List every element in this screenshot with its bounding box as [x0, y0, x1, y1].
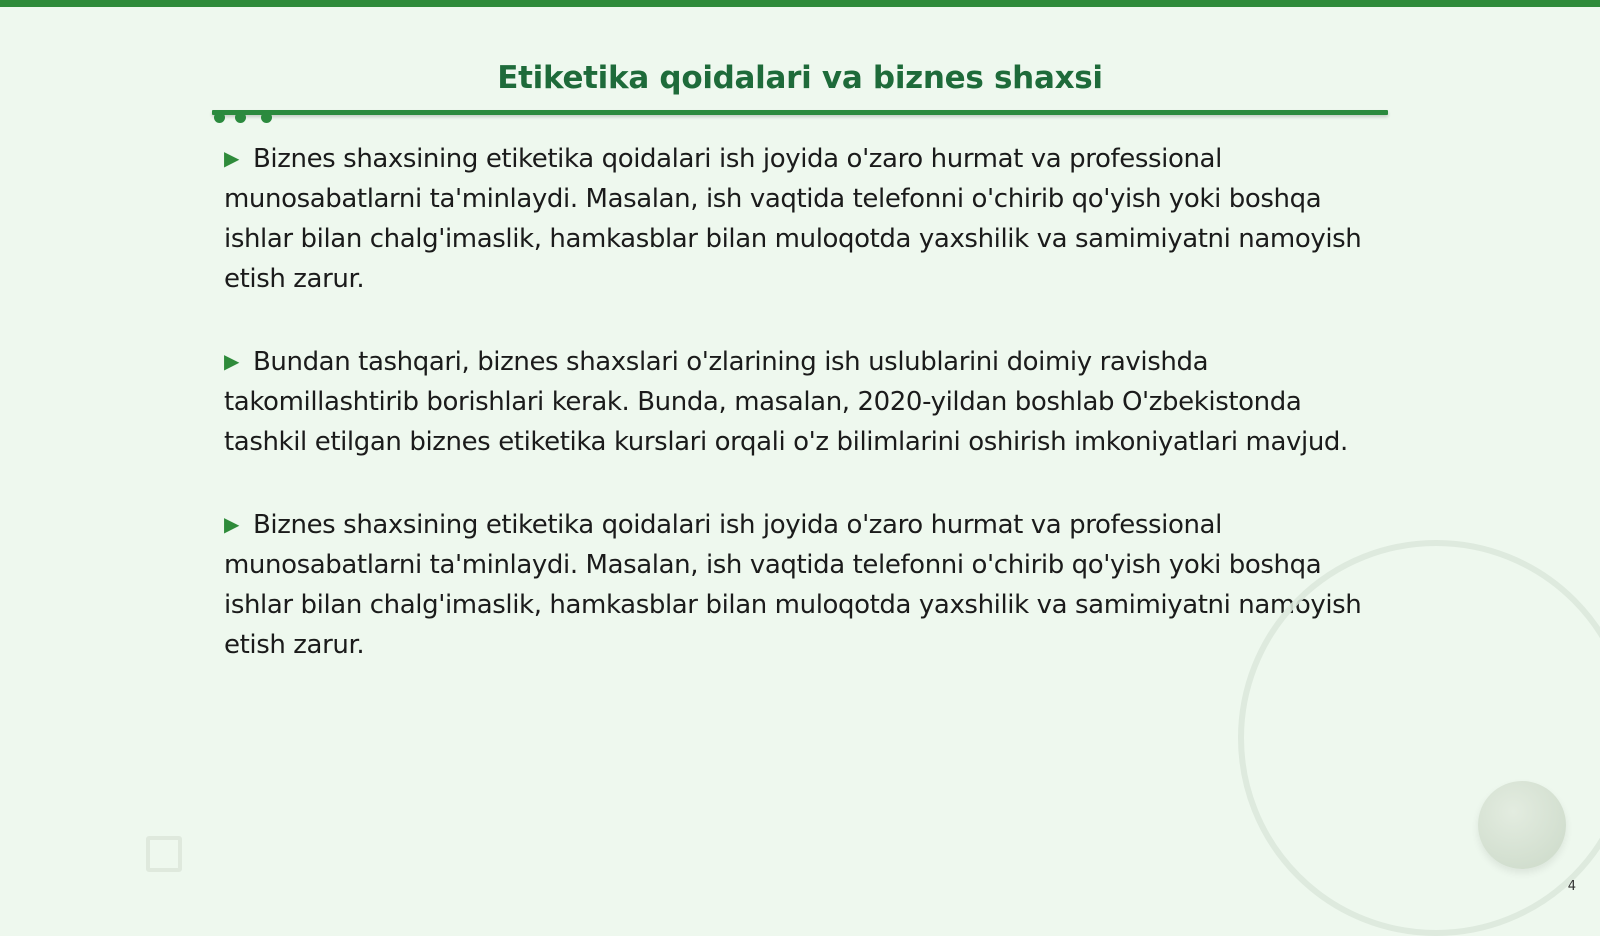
decorative-dot: [214, 112, 225, 123]
bullet-paragraph-3: [224, 504, 1384, 665]
decorative-dot: [261, 112, 272, 123]
slide-content: [224, 138, 1384, 707]
bullet-paragraph-2: [224, 341, 1384, 462]
bullet-paragraph-1: [224, 138, 1384, 299]
title-underline: [212, 110, 1388, 115]
triangle-bullet-icon: ▶: [224, 512, 239, 536]
paragraph-text: Biznes shaxsining etiketika qoidalari ish joyida o'zaro hurmat va professional munosabatlarni ta'minlaydi. Masalan, ish vaqtida telefonni o'chirib qo'yish yoki boshqa ishlar bilan chalg'imaslik, hamkasblar bilan muloqotda yaxshilik va samimiyatni namoyish etish zarur.: [224, 144, 1362, 294]
paragraph-text: Biznes shaxsining etiketika qoidalari ish joyida o'zaro hurmat va professional munosabatlarni ta'minlaydi. Masalan, ish vaqtida telefonni o'chirib qo'yish yoki boshqa ishlar bilan chalg'imaslik, hamkasblar bilan muloqotda yaxshilik va samimiyatni namoyish etish zarur.: [224, 510, 1362, 660]
decorative-circle: [1478, 781, 1566, 869]
page-number: 4: [1567, 879, 1576, 894]
decorative-dot: [235, 112, 246, 123]
triangle-bullet-icon: ▶: [224, 349, 239, 373]
top-accent-bar: [0, 0, 1600, 7]
slide-title: Etiketika qoidalari va biznes shaxsi: [497, 60, 1103, 96]
triangle-bullet-icon: ▶: [224, 146, 239, 170]
decorative-square: [146, 836, 182, 872]
paragraph-text: Bundan tashqari, biznes shaxslari o'zlarining ish uslublarini doimiy ravishda takomillashtirib borishlari kerak. Bunda, masalan, 2020-yildan boshlab O'zbekistonda tashkil etilgan biznes etiketika kurslari orqali o'z bilimlarini oshirish imkoniyatlari mavjud.: [224, 347, 1348, 457]
